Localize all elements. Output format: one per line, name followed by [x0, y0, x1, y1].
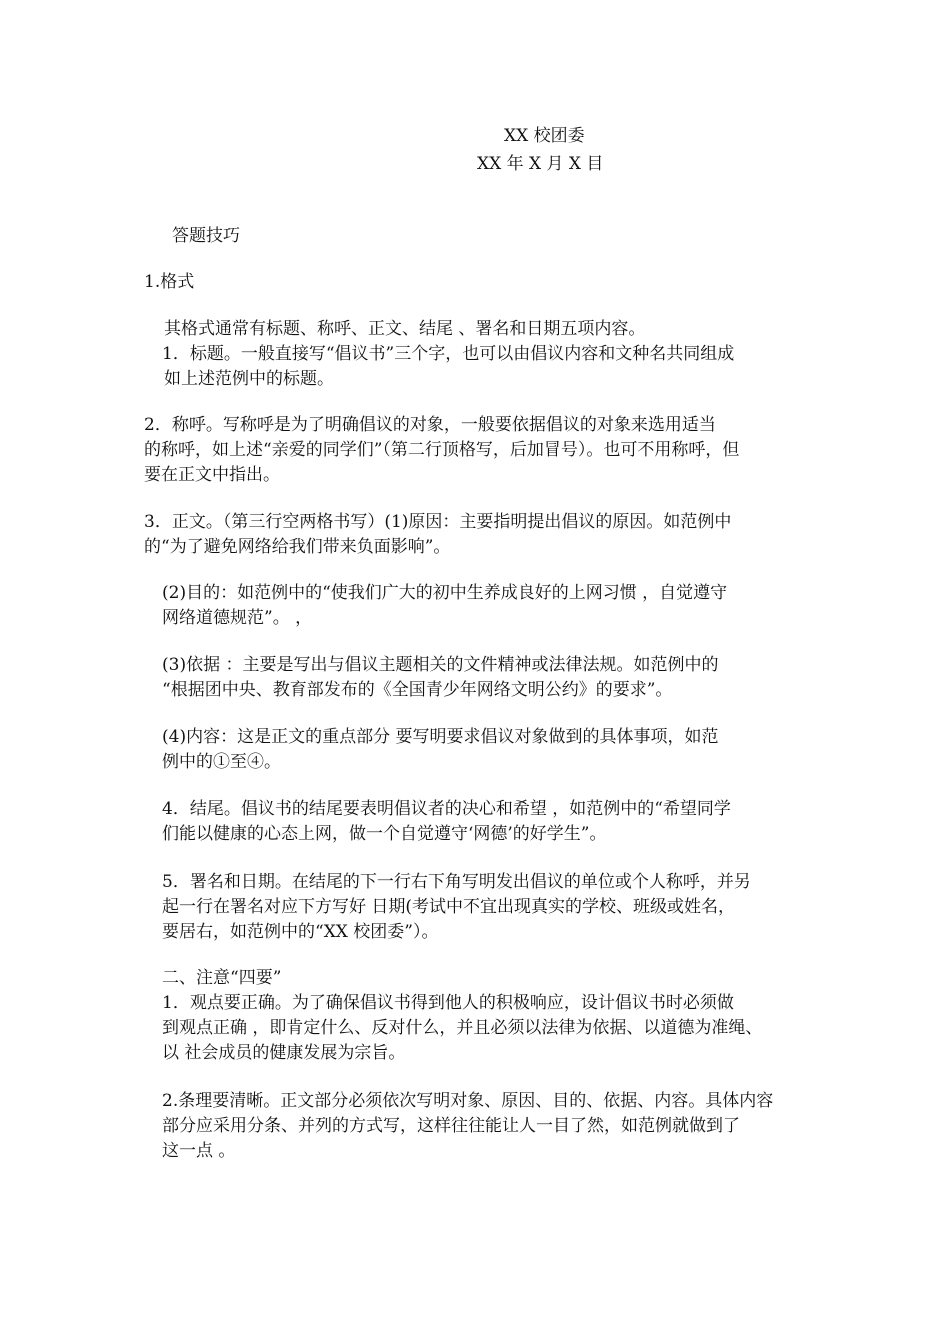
- notes-point1-line-1: 1．观点要正确。为了确保倡议书得到他人的积极响应，设计倡议书时必须做: [162, 993, 734, 1013]
- signature-item-line-3: 要居右，如范例中的“XX 校团委”）。: [162, 922, 439, 942]
- purpose-item-line-1: (2)目的：如范例中的“使我们广大的初中生养成良好的上网习惯 ，自觉遵守: [162, 583, 728, 603]
- signature-org: XX 校团委: [504, 126, 585, 146]
- signature-item-line-1: 5．署名和日期。在结尾的下一行右下角写明发出倡议的单位或个人称呼，并另: [162, 872, 751, 892]
- basis-item-line-1: (3)依据 ：主要是写出与倡议主题相关的文件精神或法律法规。如范例中的: [162, 655, 719, 675]
- format-heading: 1.格式: [144, 272, 195, 292]
- salutation-item-line-1: 2．称呼。写称呼是为了明确倡议的对象，一般要依据倡议的对象来选用适当: [144, 415, 716, 435]
- notes-point2-line-3: 这一点 。: [162, 1141, 236, 1161]
- purpose-item-line-2: 网络道德规范”。 ，: [162, 608, 313, 628]
- notes-heading: 二、注意“四要”: [162, 968, 282, 988]
- notes-point2-line-1: 2.条理要清晰。正文部分必须依次写明对象、原因、目的、依据、内容。具体内容: [162, 1091, 774, 1111]
- signature-date: XX 年 X 月 X 目: [477, 154, 604, 174]
- salutation-item-line-2: 的称呼，如上述“亲爱的同学们”（第二行顶格写，后加冒号）。也可不用称呼，但: [144, 440, 740, 460]
- salutation-item-line-3: 要在正文中指出。: [144, 465, 280, 485]
- signature-item-line-2: 起一行在署名对应下方写好 日期(考试中不宜出现真实的学校、班级或姓名，: [162, 897, 736, 917]
- tips-title: 答题技巧: [172, 226, 240, 246]
- basis-item-line-2: “根据团中央、教育部发布的《全国青少年网络文明公约》的要求”。: [162, 680, 673, 700]
- notes-point1-line-3: 以 社会成员的健康发展为宗旨。: [162, 1043, 406, 1063]
- content-item-line-1: (4)内容：这是正文的重点部分 要写明要求倡议对象做到的具体事项，如范: [162, 727, 719, 747]
- content-item-line-2: 例中的①至④。: [162, 752, 281, 772]
- title-item-line-1: 1．标题。一般直接写“倡议书”三个字，也可以由倡议内容和文种名共同组成: [162, 344, 735, 364]
- body-item-line-1: 3．正文。（第三行空两格书写）(1)原因：主要指明提出倡议的原因。如范例中: [144, 512, 732, 532]
- format-intro: 其格式通常有标题、称呼、正文、结尾 、署名和日期五项内容。: [164, 319, 646, 339]
- ending-item-line-2: 们能以健康的心态上网，做一个自觉遵守‘网德’的好学生”。: [162, 824, 607, 844]
- notes-point1-line-2: 到观点正确 ，即肯定什么、反对什么，并且必须以法律为依据、以道德为准绳、: [162, 1018, 763, 1038]
- notes-point2-line-2: 部分应采用分条、并列的方式写，这样往往能让人一目了然，如范例就做到了: [162, 1116, 740, 1136]
- body-item-line-2: 的“为了避免网络给我们带来负面影响”。: [144, 537, 451, 557]
- ending-item-line-1: 4．结尾。倡议书的结尾要表明倡议者的决心和希望 ，如范例中的“希望同学: [162, 799, 731, 819]
- title-item-line-2: 如上述范例中的标题。: [164, 369, 334, 389]
